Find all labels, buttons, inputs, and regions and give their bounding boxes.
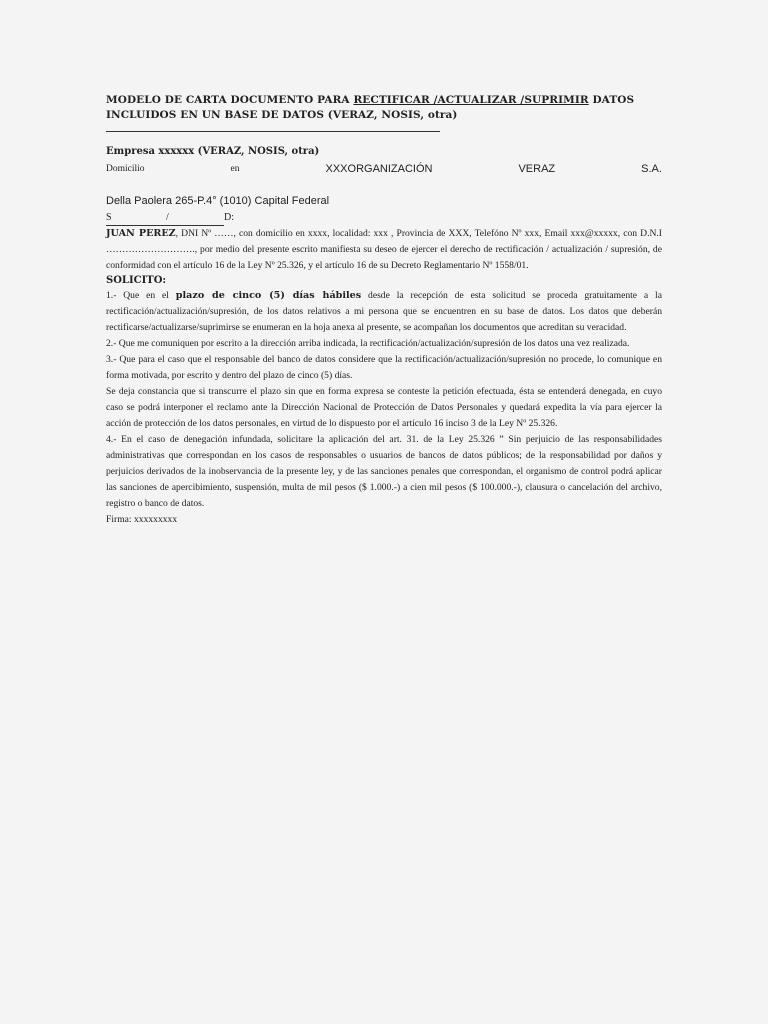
solicito-heading: SOLICITO:	[106, 275, 167, 286]
intro-text: , DNI Nº ……, con domicilio en xxxx, localidad: xxx , Provincia de XXX, Telefóno Nº xxx, Email xxx@xxxxx, con D.N.I ………………………., por medio del presente escrito manifiesta su deseo de ejercer el derecho de rectificación / actualización / supresión, de conformidad con el artículo 16 de la Ley Nº 25.326, y el artículo 16 de su Decreto Reglamentario Nº 1558/01.	[106, 228, 662, 271]
sd-d: D:	[224, 212, 234, 223]
item-2: 2.- Que me comuniquen por escrito a la dirección arriba indicada, la rectificación/actualización/supresión de los datos una vez realizada.	[106, 338, 630, 349]
company-line: Empresa xxxxxx (VERAZ, NOSIS, otra)	[106, 146, 320, 157]
applicant-name: JUAN PEREZ	[106, 228, 176, 239]
item-1-post: desde la recepción de esta solicitud se proceda gratuitamente a la rectificación/actualización/supresión, de los datos relativos a mi persona que se encuentren en su base de datos. Los datos que deberán rectificarse/actualizarse/suprimirse se enumeran en la hoja anexa al presente, se acompañan los documentos que acreditan su veracidad.	[106, 290, 662, 333]
en-label: en	[230, 164, 240, 174]
item-3: 3.- Que para el caso que el responsable del banco de datos considere que la rectificación/actualización/supresión no procede, lo comunique en forma motivada, por escrito y dentro del plazo de cinco (5) días.	[106, 354, 662, 381]
veraz-name: VERAZ	[518, 163, 556, 175]
signature-line: Firma: xxxxxxxxx	[106, 514, 178, 525]
title-underlined: RECTIFICAR /ACTUALIZAR /SUPRIMIR	[353, 94, 589, 106]
constancia-paragraph: Se deja constancia que si transcurre el plazo sin que en forma expresa se conteste la petición efectuada, ésta se entenderá denegada, en cuyo caso se podrá interponer el reclamo ante la Dirección Nacional de Protección de Datos Personales y quedará expedita la vía para ejercer la acción de protección de los datos personales, en virtud de lo dispuesto por el artículo 16 inciso 3 de la Ley Nº 25.326.	[106, 386, 662, 429]
sd-slash: /	[166, 211, 224, 226]
street-address: Della Paolera 265-P.4° (1010) Capital Federal	[106, 195, 330, 207]
address-line	[106, 162, 662, 176]
sa-suffix: S.A.	[641, 163, 662, 175]
title-pre: MODELO DE CARTA DOCUMENTO PARA	[106, 94, 354, 106]
item-4: 4.- En el caso de denegación infundada, solicitare la aplicación del art. 31. de la Ley 25.326 ” Sin perjuicio de las responsabilidades administrativas que correspondan en los casos de responsables o usuarios de bancos de datos públicos; de la responsabilidad por daños y perjuicios derivados de la inobservancia de la presente ley, y de las sanciones penales que correspondan, el organismo de control podrá aplicar las sanciones de apercibimiento, suspensión, multa de mil pesos ($ 1.000.-) a cien mil pesos ($ 100.000.-), clausura o cancelación del archivo, registro o banco de datos.	[106, 434, 662, 509]
item-1-pre: 1.- Que en el	[106, 290, 176, 301]
letter-content	[106, 93, 662, 528]
sd-line	[106, 211, 662, 226]
item-1	[106, 288, 662, 336]
item-1-bold: plazo de cinco (5) días hábiles	[175, 290, 362, 301]
domicilio-label: Domicilio	[106, 164, 145, 174]
sd-s: S	[106, 211, 166, 226]
document-title	[106, 93, 662, 123]
intro-paragraph	[106, 226, 662, 274]
title-post: DATOS INCLUIDOS EN UN BASE DE DATOS (VERAZ, NOSIS, otra)	[106, 94, 635, 121]
organization-name: XXXORGANIZACIÓN	[325, 163, 433, 175]
title-divider	[106, 131, 440, 132]
